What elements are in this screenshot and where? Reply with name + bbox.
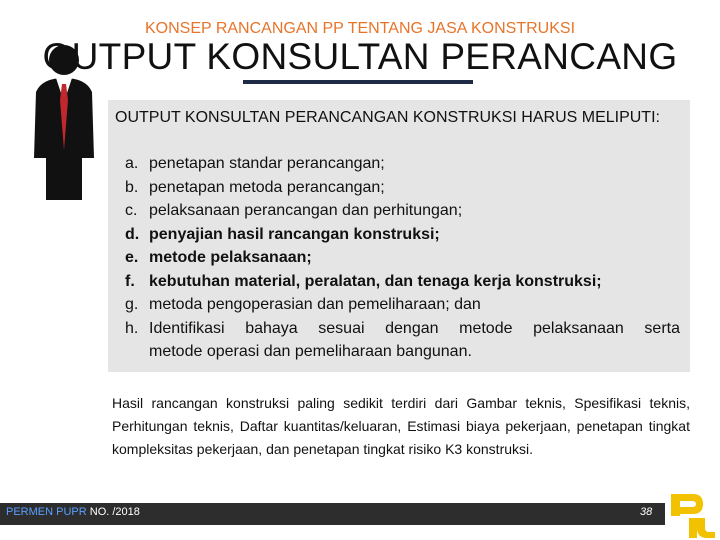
list-letter: h. <box>125 319 139 337</box>
list-letter: g. <box>125 296 139 313</box>
list-item <box>125 270 680 294</box>
slide-title: OUTPUT KONSULTAN PERANCANG <box>42 36 678 77</box>
requirement-list <box>125 152 680 364</box>
list-text: metoda pengoperasian dan pemeliharaan; dan <box>149 296 481 313</box>
list-letter: e. <box>125 249 139 266</box>
footer-prefix: PERMEN PUPR <box>6 506 87 518</box>
list-letter: f. <box>125 272 135 290</box>
list-item <box>125 152 680 176</box>
list-letter: a. <box>125 155 139 172</box>
list-text-multiline <box>149 317 680 364</box>
list-text: pelaksanaan perancangan dan perhitungan; <box>149 202 463 219</box>
page-number: 38 <box>640 506 653 518</box>
list-text: penyajian hasil rancangan konstruksi; <box>149 225 440 243</box>
list-text-line: metode operasi dan pemeliharaan bangunan. <box>149 343 472 360</box>
summary-paragraph: Hasil rancangan konstruksi paling sedikit terdiri dari Gambar teknis, Spesifikasi teknis, Perhitungan teknis, Daftar kuantitas/keluaran, Estimasi biaya pekerjaan, penetapan tingkat kompleksitas pekerjaan, dan penetapan tingkat risiko K3 konstruksi. <box>112 395 690 457</box>
list-text: penetapan standar perancangan; <box>149 155 385 172</box>
list-letter: b. <box>125 178 139 196</box>
box-intro: OUTPUT KONSULTAN PERANCANGAN KONSTRUKSI HARUS MELIPUTI: <box>115 109 660 126</box>
list-text-line: Identifikasi bahaya sesuai dengan metode pelaksanaan serta <box>149 319 680 337</box>
footer-number: NO. /2018 <box>86 506 140 518</box>
list-item <box>125 246 680 270</box>
list-text: penetapan metoda perancangan; <box>149 178 385 196</box>
list-letter: c. <box>125 202 138 219</box>
list-letter: d. <box>125 225 140 243</box>
footer-regulation <box>6 506 140 518</box>
list-text: metode pelaksanaan; <box>149 249 312 266</box>
list-item <box>125 176 680 200</box>
list-item <box>125 293 680 317</box>
list-item <box>125 317 680 364</box>
slide-subtitle: KONSEP RANCANGAN PP TENTANG JASA KONSTRUKSI <box>144 20 576 37</box>
list-item <box>125 199 680 223</box>
list-text: kebutuhan material, peralatan, dan tenaga kerja konstruksi; <box>149 272 602 290</box>
list-item <box>125 223 680 247</box>
pupr-logo <box>665 490 720 540</box>
title-underline <box>243 80 473 84</box>
